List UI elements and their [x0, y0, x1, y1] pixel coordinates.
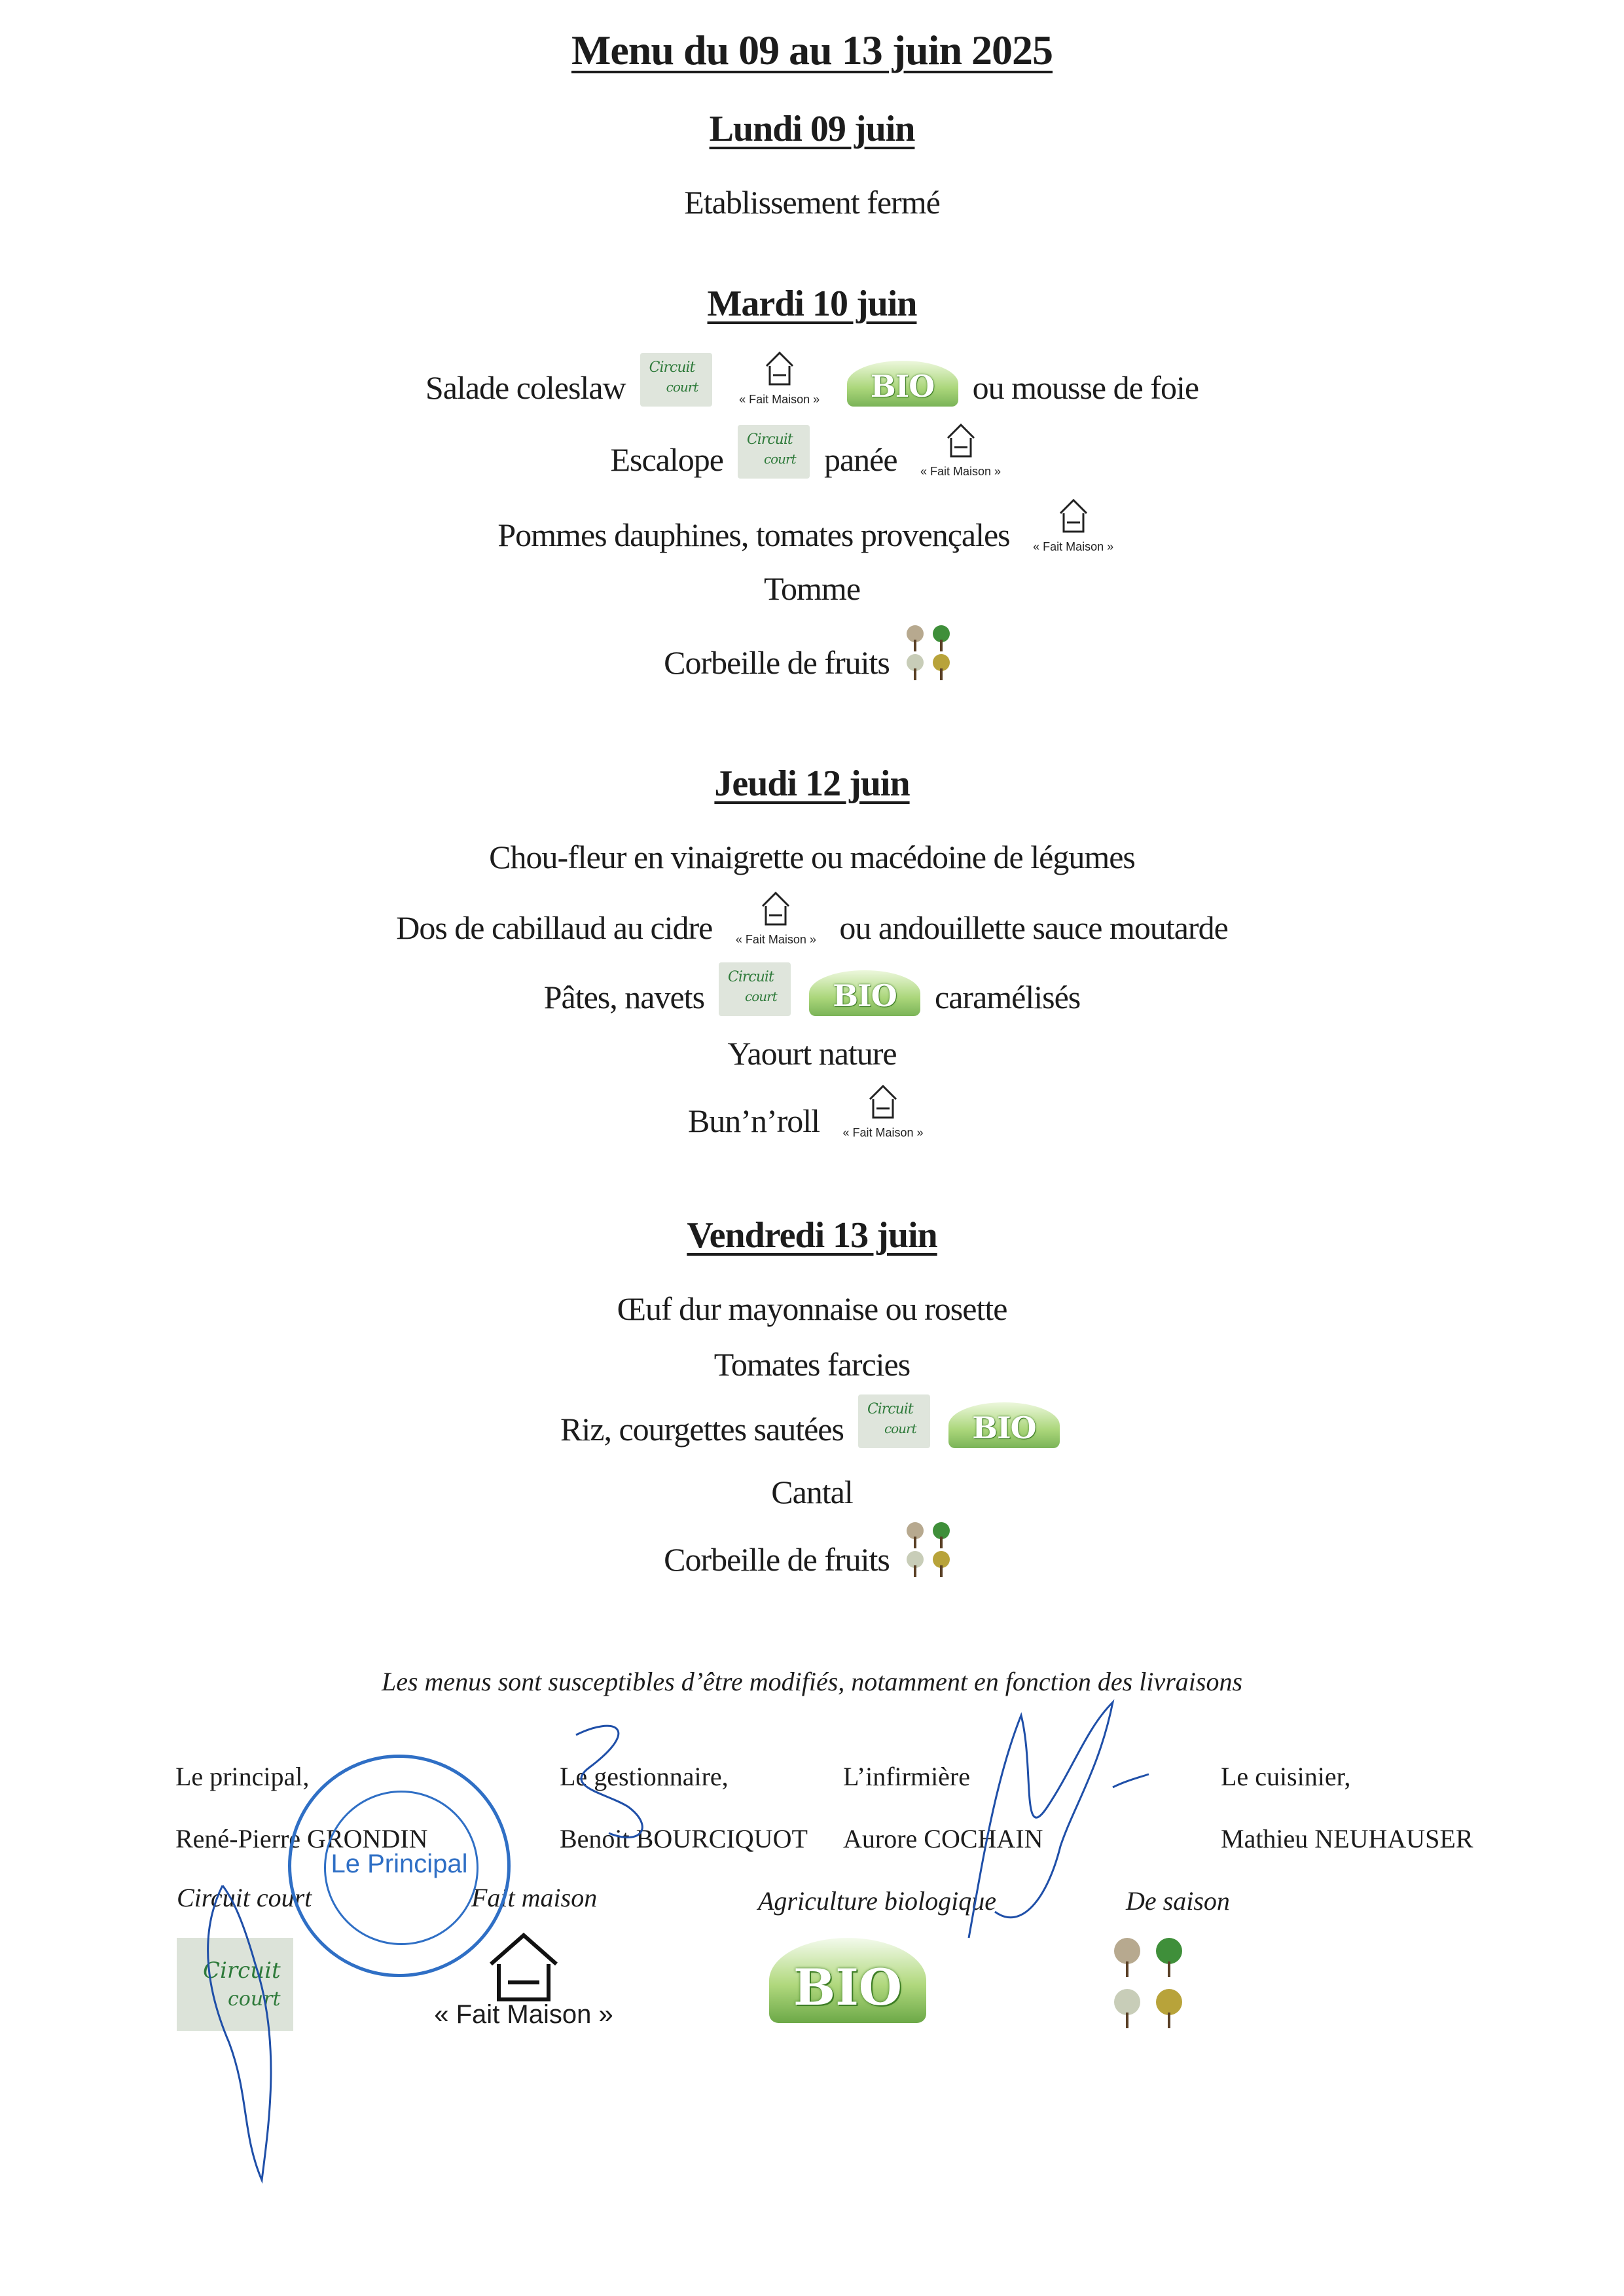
fait-maison-icon: « Fait Maison »	[731, 350, 829, 407]
cuisinier-name: Mathieu NEUHAUSER	[1221, 1824, 1473, 1853]
menu-item-text: Yaourt nature	[727, 1035, 897, 1072]
infirmiere-role: L’infirmière	[843, 1762, 971, 1791]
circuit-court-icon: Circuit court	[640, 353, 712, 407]
fait-maison-icon: « Fait Maison »	[834, 1084, 932, 1140]
day-heading-jeudi: Jeudi 12 juin	[714, 763, 910, 804]
menu-item-text: Œuf dur mayonnaise ou rosette	[617, 1290, 1007, 1327]
menu-item-text: Dos de cabillaud au cidre	[396, 909, 713, 946]
bio-legend-icon: BIO	[769, 1931, 926, 2023]
menu-item-text: panée	[823, 441, 897, 478]
infirmiere-name: Aurore COCHAIN	[843, 1824, 1043, 1853]
menu-item-text: caramélisés	[935, 979, 1081, 1015]
legend-fait-maison: Fait maison	[471, 1883, 598, 1912]
gestionnaire-role: Le gestionnaire,	[560, 1762, 729, 1791]
day-heading-vendredi: Vendredi 13 juin	[687, 1215, 937, 1256]
legend-circuit-court: Circuit court	[177, 1883, 312, 1912]
circuit-court-icon: Circuit court	[738, 425, 810, 479]
menu-item-text: Tomme	[763, 570, 861, 607]
menu-item-text: Bun’n’roll	[687, 1102, 820, 1139]
circuit-court-legend-icon: Circuit court	[177, 1938, 293, 2031]
fait-maison-icon: « Fait Maison »	[912, 422, 1010, 479]
circuit-court-icon: Circuit court	[719, 962, 791, 1016]
menu-item-text: Escalope	[610, 441, 723, 478]
menu-item-text: Pommes dauphines, tomates provençales	[497, 517, 1010, 553]
page-title: Menu du 09 au 13 juin 2025	[571, 27, 1053, 73]
bio-icon: BIO	[809, 965, 920, 1016]
school-stamp: Le Principal	[288, 1755, 511, 1977]
menu-item-text: Corbeille de fruits	[664, 1541, 890, 1578]
menu-item-text: Etablissement fermé	[684, 184, 940, 221]
cuisinier-role: Le cuisinier,	[1221, 1762, 1351, 1791]
day-heading-lundi: Lundi 09 juin	[709, 109, 915, 149]
bio-icon: BIO	[847, 355, 958, 407]
menu-item-text: Salade coleslaw	[425, 369, 626, 406]
fait-maison-legend-icon: « Fait Maison »	[419, 1931, 628, 2030]
menu-item-text: Pâtes, navets	[543, 979, 705, 1015]
fait-maison-icon: « Fait Maison »	[727, 890, 825, 947]
day-heading-mardi: Mardi 10 juin	[707, 283, 917, 324]
circuit-court-icon: Circuit court	[858, 1394, 930, 1448]
principal-role: Le principal,	[175, 1762, 310, 1791]
legend-agriculture-biologique: Agriculture biologique	[758, 1886, 997, 1916]
legend-de-saison: De saison	[1126, 1886, 1230, 1916]
menu-item-text: Tomates farcies	[713, 1346, 911, 1383]
menu-item-text: ou andouillette sauce moutarde	[839, 909, 1228, 946]
menu-item-text: ou mousse de foie	[972, 369, 1199, 406]
bio-icon: BIO	[948, 1397, 1060, 1448]
menu-item-text: Cantal	[771, 1474, 853, 1510]
principal-name: René-Pierre GRONDIN	[175, 1824, 428, 1853]
fait-maison-icon: « Fait Maison »	[1024, 498, 1123, 554]
gestionnaire-name: Benoit BOURCIQUOT	[560, 1824, 808, 1853]
menu-item-text: Riz, courgettes sautées	[560, 1411, 844, 1448]
menu-item-text: Chou-fleur en vinaigrette ou macédoine de légumes	[489, 839, 1135, 875]
disclaimer-note: Les menus sont susceptibles d’être modifiés, notamment en fonction des livraisons	[381, 1667, 1243, 1696]
menu-item-text: Corbeille de fruits	[664, 644, 890, 681]
